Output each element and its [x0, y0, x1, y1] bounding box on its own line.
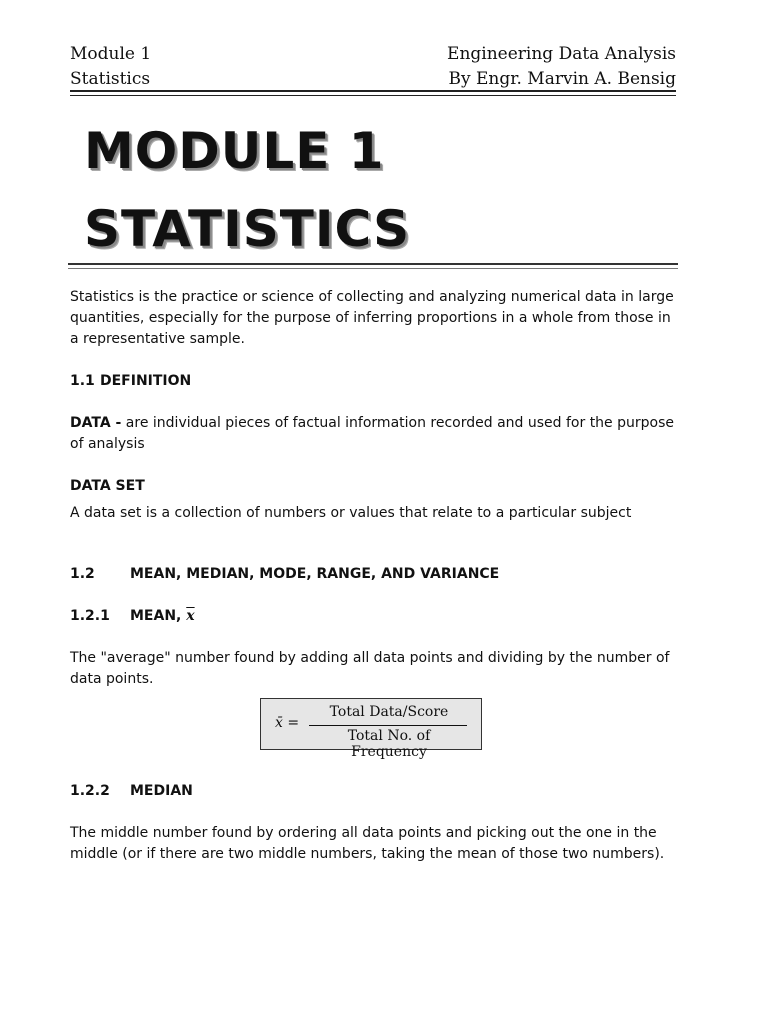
header-author: By Engr. Marvin A. Bensig — [448, 69, 676, 89]
document-body — [70, 287, 676, 690]
median-section — [70, 781, 676, 865]
title-divider — [68, 263, 678, 269]
dataset-heading: DATA SET — [70, 478, 145, 494]
data-definition-text: are individual pieces of factual information recorded and used for the purpose of analysis — [70, 415, 674, 452]
section-title: MEAN, — [130, 608, 187, 624]
formula-denominator: Total No. of Frequency — [347, 728, 431, 760]
data-definition — [70, 413, 676, 455]
page-header — [70, 42, 676, 92]
section-number: 1.2.2 — [70, 783, 110, 799]
title-line-2: STATISTICS — [84, 200, 411, 258]
section-title: MEAN, MEDIAN, MODE, RANGE, AND VARIANCE — [130, 566, 500, 582]
data-term: DATA - — [70, 415, 122, 431]
mean-symbol: $\overline{x}$ — [186, 608, 195, 624]
section-1-2-heading — [70, 564, 676, 585]
mean-description: The "average" number found by adding all data points and dividing by the number of data points. — [70, 650, 670, 687]
section-number: 1.2 — [70, 566, 95, 582]
dataset-definition: A data set is a collection of numbers or values that relate to a particular subject — [70, 505, 632, 521]
formula-lhs: x̄ = — [275, 715, 300, 731]
section-title: MEDIAN — [130, 783, 193, 799]
formula-numerator: Total Data/Score — [329, 704, 449, 720]
module-title — [84, 112, 410, 268]
header-course: Engineering Data Analysis — [447, 44, 676, 64]
title-line-1: MODULE 1 — [84, 122, 385, 180]
header-module: Module 1 — [70, 44, 152, 64]
fraction-bar — [309, 725, 467, 726]
intro-paragraph: Statistics is the practice or science of collecting and analyzing numerical data in large quantities, especially for the purpose of inferring proportions in a whole from those in a representative sample. — [70, 289, 674, 347]
section-1-2-1-heading — [70, 606, 676, 627]
section-number: 1.2.1 — [70, 608, 110, 624]
section-1-1-heading — [70, 371, 676, 392]
header-divider — [70, 90, 676, 96]
section-title: DEFINITION — [100, 373, 192, 389]
section-number: 1.1 — [70, 373, 95, 389]
median-description: The middle number found by ordering all data points and picking out the one in the middle (or if there are two middle numbers, taking the mean of those two numbers). — [70, 825, 665, 862]
section-1-2-2-heading — [70, 781, 676, 802]
header-topic: Statistics — [70, 69, 151, 89]
mean-formula-box — [260, 698, 482, 760]
